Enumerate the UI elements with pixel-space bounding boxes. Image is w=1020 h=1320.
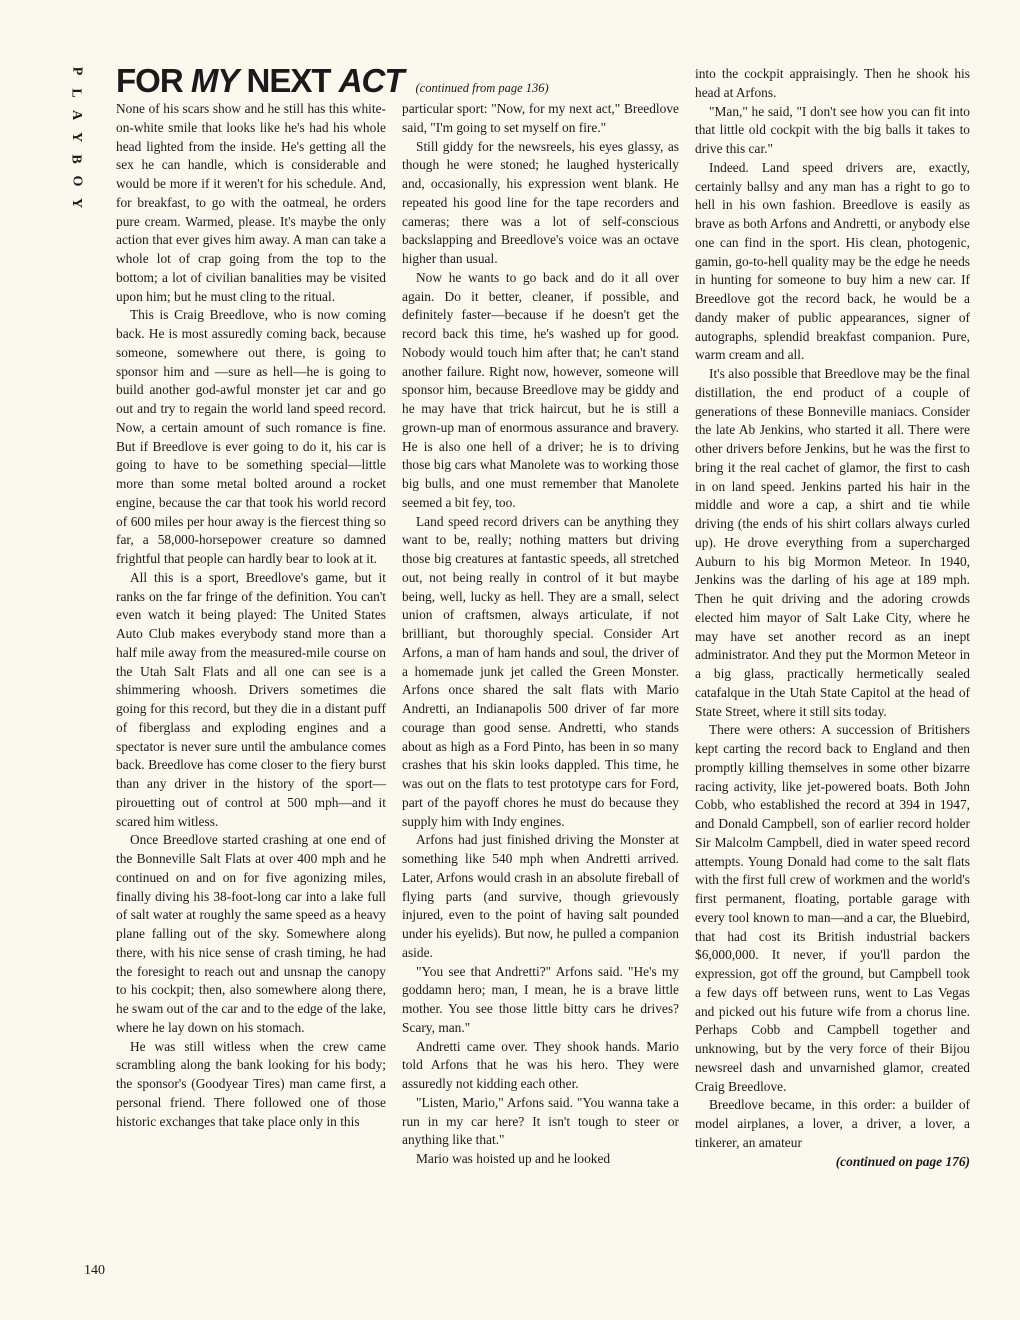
paragraph: It's also possible that Breedlove may be the final distillation, the end product of a couple of generations of these Bonneville maniacs. Consider the late Ab Jenkins, who started it all. There were other drivers before Jenkins, but he was the first to bring it the real cachet of glamor, the first to cash in on land speed. Jenkins parted his hair in the middle and wore a cap, a shirt and tie while driving (the ends of his shirt collars always curled up). He drove everything from a supercharged Auburn to his big Mormon Meteor. In 1940, Jenkins was the darling of his age at 189 mph. Then he quit driving and the adoring crowds elected him mayor of Salt Lake City, where he may have set another record as an inept administrator. And they put the Mormon Meteor in a big glass, practically hermetically sealed catafalque in the Utah State Capitol at the head of State Street, where it still sits today. [695,366,970,719]
paragraph: Indeed. Land speed drivers are, exactly, certainly ballsy and any man has a right to go to hell in his own fashion. Breedlove is easily as brave as both Arfons and Andretti, or anybody else one can find in the sport. His clean, photogenic, gamin, go-to-hell quality may be the edge he needs in hunting for someone to buy him a new car. If Breedlove got the record back, he would be a dandy maker of public appearances, signer of autographs, splendid breakfast companion. Pure, warm cream and all. [695,159,970,363]
masthead-letter: O [68,175,84,187]
paragraph: into the cockpit appraisingly. Then he shook his head at Arfons. [695,66,970,100]
paragraph: Now he wants to go back and do it all over again. Do it better, cleaner, if possible, and definitely faster—because if he doesn't get the record back this time, he's washed up for good. Nobody would touch him after that; he can't stand another failure. Right now, however, someone will sponsor him, because Breedlove may be giddy and he may have that trick haircut, but he is still a grown-up man of enormous assurance and bravery. He is also one hell of a driver; he is to driving those big cars what Manolete was to working those big bulls, and one must remember that Manolete seemed a bit fey, too. [402,269,679,510]
paragraph: "Listen, Mario," Arfons said. "You wanna take a run in my car here? It isn't tough to steer or anything like that." [402,1094,679,1148]
text-column-3 [695,65,970,1171]
text-column-2 [402,100,679,1169]
masthead-letter: Y [69,197,84,209]
text-column-1 [116,100,386,1131]
continued-on: (continued on page 176) [835,1153,970,1169]
paragraph: "You see that Andretti?" Arfons said. "He's my goddamn hero; man, I mean, he is a brave little mother. You see those little bitty cars he drives? Scary, man." [402,963,679,1035]
paragraph: All this is a sport, Breedlove's game, but it ranks on the far fringe of the definition. You can't even watch it being played: The United States Auto Club makes everybody stand more than a half mile away from the measured-mile course on the Utah Salt Flats and all one can see is a shimmering whoosh. Drivers sometimes die going for this record, but they die in a distant puff of fiberglass and exploding engines and a spectator is never sure until the ambulance comes back. Breedlove has come closer to the fiery burst than any driver in the history of the sport—pirouetting out of control at 500 mph—and it scared him witless. [116,569,386,829]
headline-title [116,62,404,100]
paragraph: Andretti came over. They shook hands. Mario told Arfons that he was his hero. They were assuredly not kidding each other. [402,1038,679,1091]
masthead-letter: P [69,66,84,76]
article-headline [116,62,549,100]
masthead-vertical [62,60,90,214]
paragraph: He was still witless when the crew came scrambling along the bank looking for his body; the sponsor's (Goodyear Tires) man came first, a personal friend. There followed one of those historic exchanges that take place only in this [116,1038,386,1129]
paragraph: None of his scars show and he still has this white-on-white smile that looks like he's had his whole head lighted from the inside. He's getting all the sex he can handle, which is considerable and would be more if it weren't for his schedule. And, for breakfast, to go with the oatmeal, he orders pure cream. Warmed, please. It's maybe the only action that ever gives him away. A man can take a whole lot of crap going from the top to the bottom; a lot of civilian banalities may be visited upon him; but he must cling to the ritual. [116,101,386,304]
paragraph: Arfons had just finished driving the Monster at something like 540 mph when Andretti arrived. Later, Arfons would crash in an absolute fireball of flying parts (and survive, though grievously injured, even to the point of having salt pounded under his eyelids). But now, he pulled a companion aside. [402,832,679,960]
paragraph: Breedlove became, in this order: a builder of model airplanes, a lover, a driver, a lover, a tinkerer, an amateur [695,1097,970,1150]
paragraph: Mario was hoisted up and he looked [416,1151,611,1166]
headline-word: MY [190,62,239,99]
headline-word: FOR [116,62,191,99]
paragraph: particular sport: "Now, for my next act," Breedlove said, "I'm going to set myself on fire." [402,101,679,135]
masthead-letter: A [69,109,84,121]
headline-word: NEXT [238,62,339,99]
paragraph: This is Craig Breedlove, who is now coming back. He is most assuredly coming back, because someone, somewhere out there, is going to sponsor him and —sure as hell—he is going to build another god-awful monster jet car and go out and try to regain the world land speed record. Now, a certain amount of such romance is fine. But if Breedlove is ever going to do it, his car is going to have to be something special—little more than some metal bolted around a rocket engine, because the car that took his world record of 600 miles per hour away is the fiercest thing so far, a 58,000-horsepower creature so damned frightful that people can hardly bear to look at it. [116,307,386,566]
masthead-letter: L [69,88,84,98]
paragraph: Land speed record drivers can be anything they want to be, really; nothing matters but driving those big creatures at fantastic speeds, all stretched out, not being really in control of it but maybe being, well, lucky as hell. They are a small, select union of craftsmen, always articulate, if not brilliant, but thoroughly special. Consider Art Arfons, a man of ham hands and soul, the driver of a homemade junk jet called the Green Monster. Arfons once shared the salt flats with Mario Andretti, an Indianapolis 500 driver of far more courage than good sense. Andretti, who stands about as high as a Ford Pinto, has been in so many crashes that his skin looks dappled. This time, he was out on the flats to test prototype cars for Ford, part of the payoff chores he must do because they supply him with Indy engines. [402,513,679,829]
paragraph: There were others: A succession of Britishers kept carting the record back to England and then promptly killing themselves in some other bizarre racing activity, like jet-powered boats. Both John Cobb, who established the record at 394 in 1947, and Donald Campbell, son of earlier record holder Sir Malcolm Campbell, died in water speed record attempts. Young Donald had come to the salt flats with the first full crew of workmen and the world's first permanent, floating, portable garage with every tool known to man—and a car, the Bluebird, that had cost its British industrial backers $6,000,000. It never, if you'll pardon the expression, got off the ground, but Campbell took a few days off between runs, went to Las Vegas and picked out his future wife from a chorus line. Perhaps Cobb and Campbell together and unknowing, but by the very force of their Bijou newsreel dash and unvarnished glamor, created Craig Breedlove. [695,722,970,1094]
paragraph: "Man," he said, "I don't see how you can fit into that little old cockpit with the big balls it takes to drive this car." [695,103,970,156]
masthead-letter: Y [69,131,84,143]
masthead-letter: B [69,154,84,164]
paragraph: Once Breedlove started crashing at one end of the Bonneville Salt Flats at over 400 mph and he continued on and on for five agonizing miles, finally diving his 38-foot-long car into a lake full of salt water at roughly the same speed as a heavy plane falling out of the sky. Somewhere along there, with his nice sense of crash timing, he had the foresight to reach out and unsnap the canopy to his cockpit; then, also somewhere along there, he swam out of the car and to the edge of the lake, where he lay down on his stomach. [116,832,386,1035]
paragraph: Still giddy for the newsreels, his eyes glassy, as though he were stoned; he laughed hysterically and, occasionally, his expression went blank. He repeated his good line for the tape recorders and cameras; there was a lot of self-conscious backslapping and Breedlove's voice was an octave higher than usual. [402,138,679,266]
headline-word: ACT [338,62,404,99]
continued-from: (continued from page 136) [415,81,549,95]
page-number: 140 [84,1263,105,1278]
